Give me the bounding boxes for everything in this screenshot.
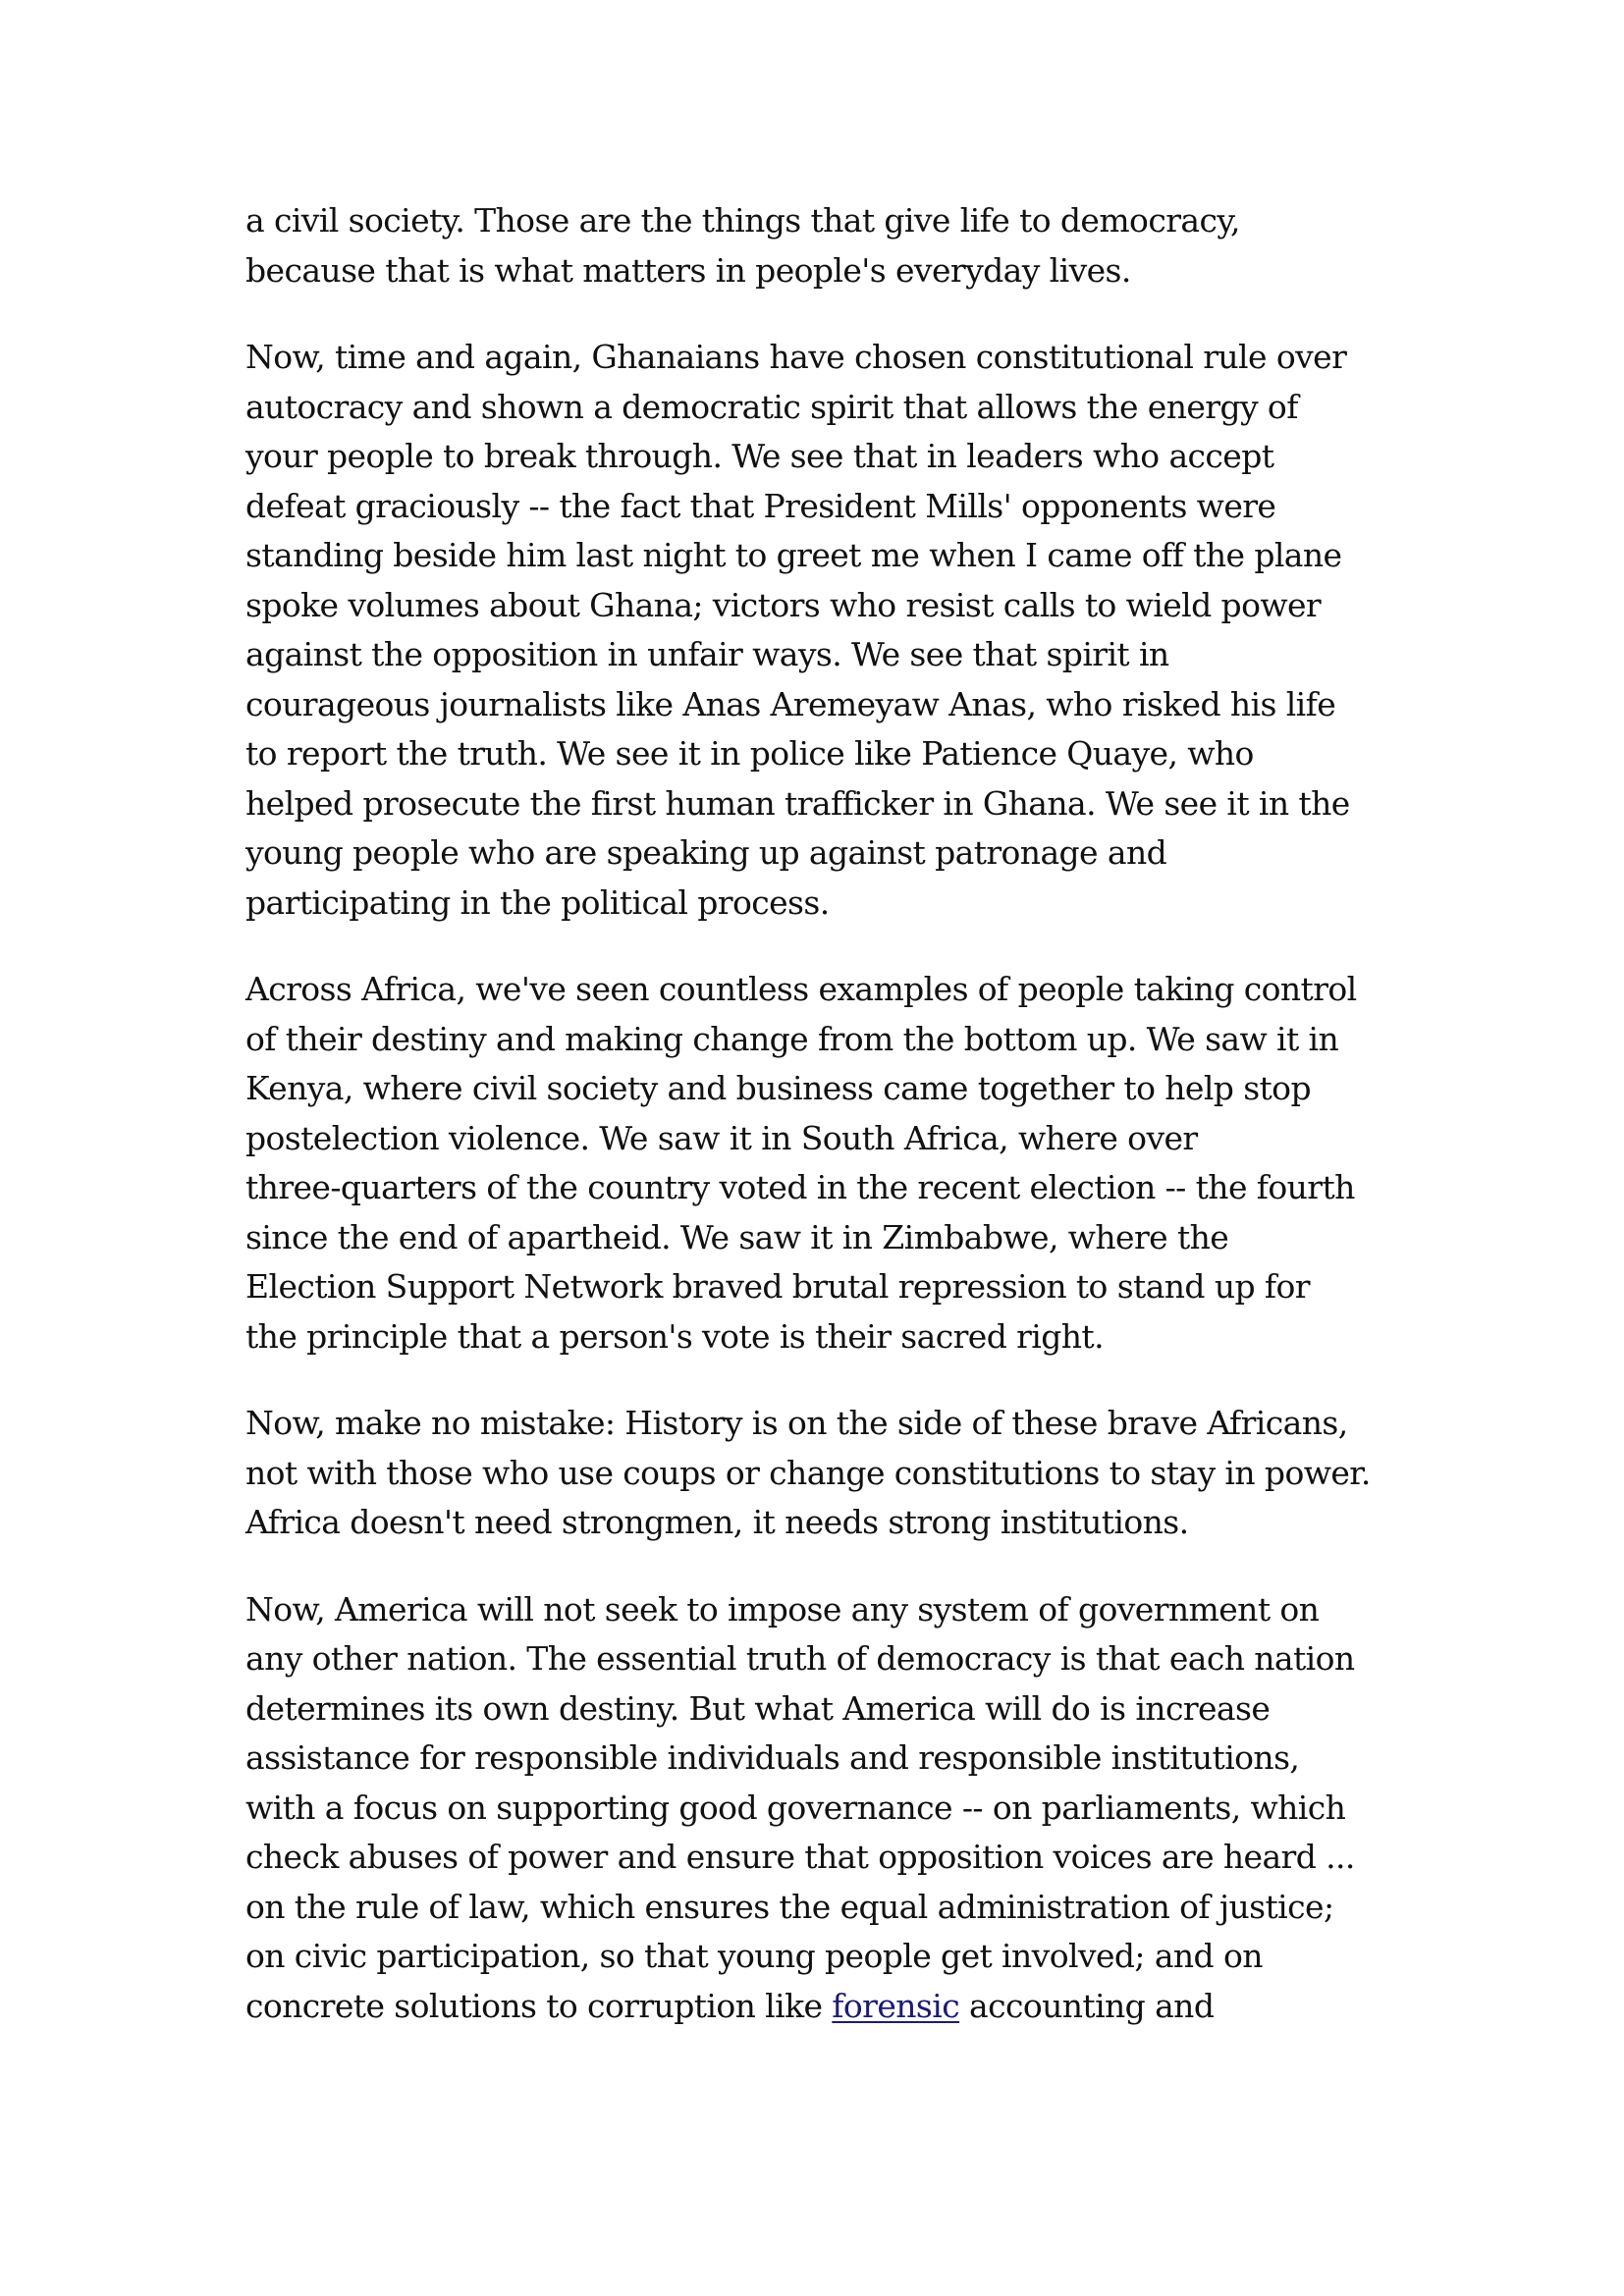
text-line: Across Africa, we've seen countless examples of people taking control	[245, 970, 1357, 1008]
text-segment: concrete solutions to corruption like	[245, 1986, 833, 2025]
document-page	[245, 196, 1473, 2068]
text-line: Kenya, where civil society and business came together to help stop	[245, 1069, 1311, 1107]
text-line: check abuses of power and ensure that opposition voices are heard ...	[245, 1838, 1355, 1876]
text-line: with a focus on supporting good governance -- on parliaments, which	[245, 1788, 1346, 1827]
text-line: helped prosecute the first human trafficker in Ghana. We see it in the	[245, 783, 1350, 823]
text-line: since the end of apartheid. We saw it in Zimbabwe, where the	[245, 1217, 1229, 1256]
text-line: to report the truth. We see it in police like Patience Quaye, who	[245, 734, 1254, 773]
text-line: assistance for responsible individuals and responsible institutions,	[245, 1738, 1300, 1777]
paragraph-1	[245, 196, 1473, 295]
text-line: autocracy and shown a democratic spirit that allows the energy of	[245, 387, 1298, 426]
text-line: a civil society. Those are the things that give life to democracy,	[245, 201, 1240, 240]
paragraph-5	[245, 1585, 1473, 2032]
text-line: young people who are speaking up against patronage and	[245, 833, 1167, 872]
forensic-link[interactable]: forensic	[832, 1986, 960, 2025]
text-line: on civic participation, so that young people get involved; and on	[245, 1937, 1263, 1975]
text-line: on the rule of law, which ensures the equal administration of justice;	[245, 1887, 1334, 1926]
text-line: Africa doesn't need strongmen, it needs strong institutions.	[245, 1503, 1189, 1541]
text-line: Now, make no mistake: History is on the side of these brave Africans,	[245, 1404, 1348, 1442]
text-line: because that is what matters in people's everyday lives.	[245, 250, 1131, 290]
text-line: postelection violence. We saw it in South Africa, where over	[245, 1118, 1198, 1157]
text-line: Election Support Network braved brutal repression to stand up for	[245, 1267, 1310, 1306]
text-line: standing beside him last night to greet me when I came off the plane	[245, 536, 1342, 574]
text-line: Now, America will not seek to impose any system of government on	[245, 1589, 1320, 1629]
paragraph-4	[245, 1399, 1473, 1548]
text-segment: accounting and	[959, 1986, 1215, 2025]
text-line: not with those who use coups or change constitutions to stay in power.	[245, 1453, 1371, 1492]
text-line: your people to break through. We see that in leaders who accept	[245, 437, 1274, 475]
text-line: defeat graciously -- the fact that President Mills' opponents were	[245, 486, 1276, 525]
text-line: Now, time and again, Ghanaians have chosen constitutional rule over	[245, 338, 1347, 376]
text-line: three-quarters of the country voted in the recent election -- the fourth	[245, 1168, 1355, 1206]
text-line: courageous journalists like Anas Aremeyaw Anas, who risked his life	[245, 684, 1336, 723]
text-line: determines its own destiny. But what America will do is increase	[245, 1688, 1271, 1728]
text-line-with-link	[245, 1982, 1473, 2032]
text-line: spoke volumes about Ghana; victors who resist calls to wield power	[245, 585, 1322, 624]
text-line: against the opposition in unfair ways. We see that spirit in	[245, 635, 1169, 673]
text-line: any other nation. The essential truth of democracy is that each nation	[245, 1639, 1355, 1678]
text-line: the principle that a person's vote is their sacred right.	[245, 1316, 1104, 1356]
paragraph-2	[245, 333, 1473, 928]
text-line: participating in the political process.	[245, 882, 830, 922]
text-line: of their destiny and making change from the bottom up. We saw it in	[245, 1019, 1339, 1058]
paragraph-3	[245, 965, 1473, 1362]
